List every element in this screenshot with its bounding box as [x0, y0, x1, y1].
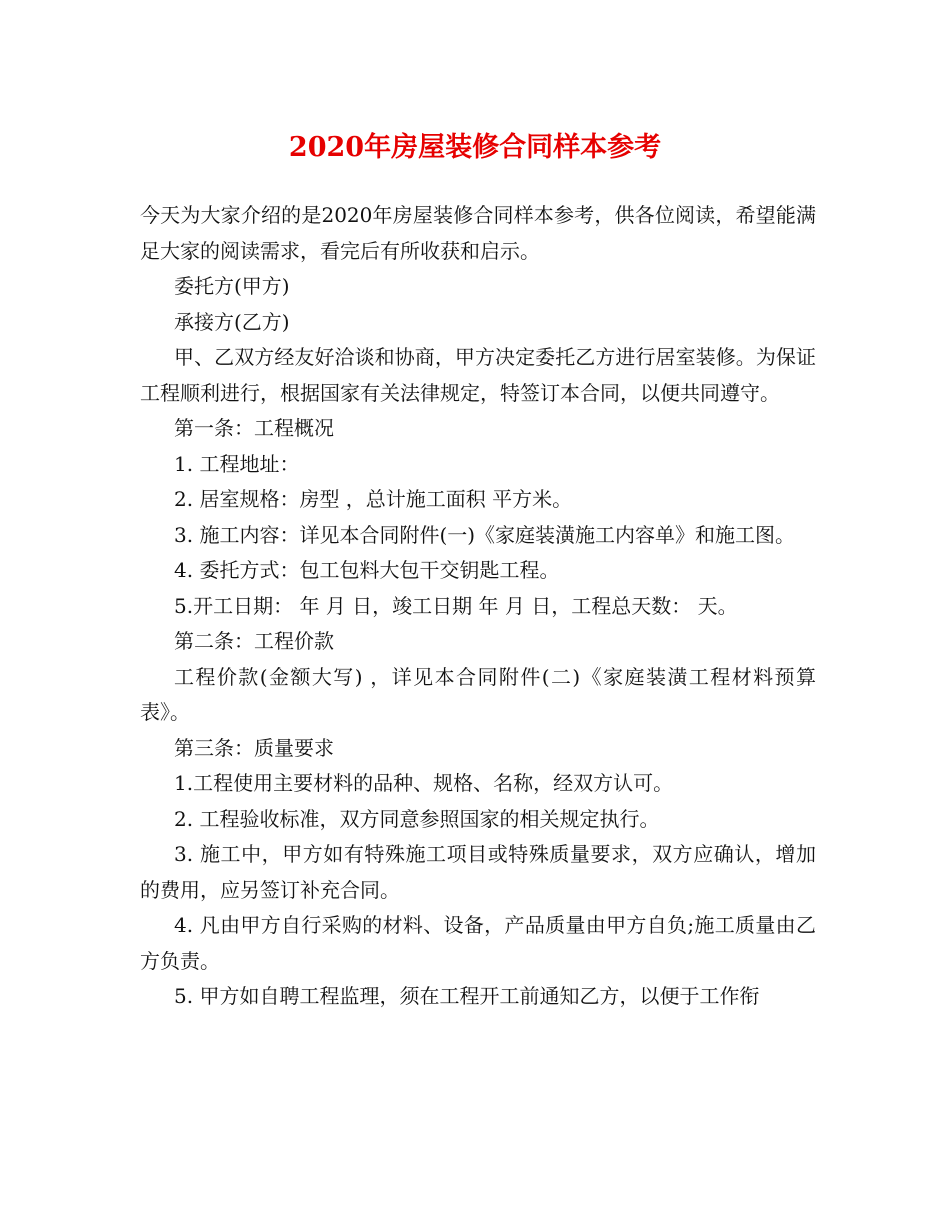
- clause-2-price: 工程价款(金额大写) ，详见本合同附件(二)《家庭装潢工程材料预算表》。: [140, 664, 816, 724]
- article-3-heading: 第三条：质量要求: [174, 735, 334, 760]
- party-a-line: 委托方(甲方): [174, 274, 290, 298]
- party-b-line: 承接方(乙方): [174, 309, 290, 334]
- clause-3-5: 5. 甲方如自聘工程监理，须在工程开工前通知乙方，以便于工作衔: [174, 984, 760, 1008]
- article-2-heading: 第二条：工程价款: [174, 629, 334, 653]
- preamble-paragraph: 甲、乙双方经友好洽谈和协商，甲方决定委托乙方进行居室装修。为保证工程顺利进行，根据国家有关法律规定，特签订本合同，以便共同遵守。: [140, 345, 816, 405]
- clause-3-4: 4. 凡由甲方自行采购的材料、设备，产品质量由甲方自负;施工质量由乙方负责。: [140, 913, 816, 973]
- clause-3-1: 1.工程使用主要材料的品种、规格、名称，经双方认可。: [174, 771, 674, 795]
- intro-paragraph: 今天为大家介绍的是2020年房屋装修合同样本参考，供各位阅读，希望能满足大家的阅读需求，看完后有所收获和启示。: [140, 203, 816, 263]
- clause-1-1: 1. 工程地址：: [174, 451, 300, 476]
- document-title: 2020年房屋装修合同样本参考: [288, 132, 662, 163]
- clause-1-2: 2. 居室规格：房型 ，总计施工面积 平方米。: [174, 487, 573, 511]
- clause-1-3: 3. 施工内容：详见本合同附件(一)《家庭装潢施工内容单》和施工图。: [174, 522, 796, 547]
- document-body: [140, 198, 816, 1015]
- clause-3-2: 2. 工程验收标准，双方同意参照国家的相关规定执行。: [174, 806, 660, 831]
- article-1-heading: 第一条：工程概况: [174, 416, 334, 440]
- clause-3-3: 3. 施工中，甲方如有特殊施工项目或特殊质量要求，双方应确认，增加的费用，应另签订补充合同。: [140, 842, 816, 902]
- clause-1-5: 5.开工日期： 年 月 日，竣工日期 年 月 日，工程总天数： 天。: [174, 593, 738, 618]
- clause-1-4: 4. 委托方式：包工包料大包干交钥匙工程。: [174, 558, 560, 582]
